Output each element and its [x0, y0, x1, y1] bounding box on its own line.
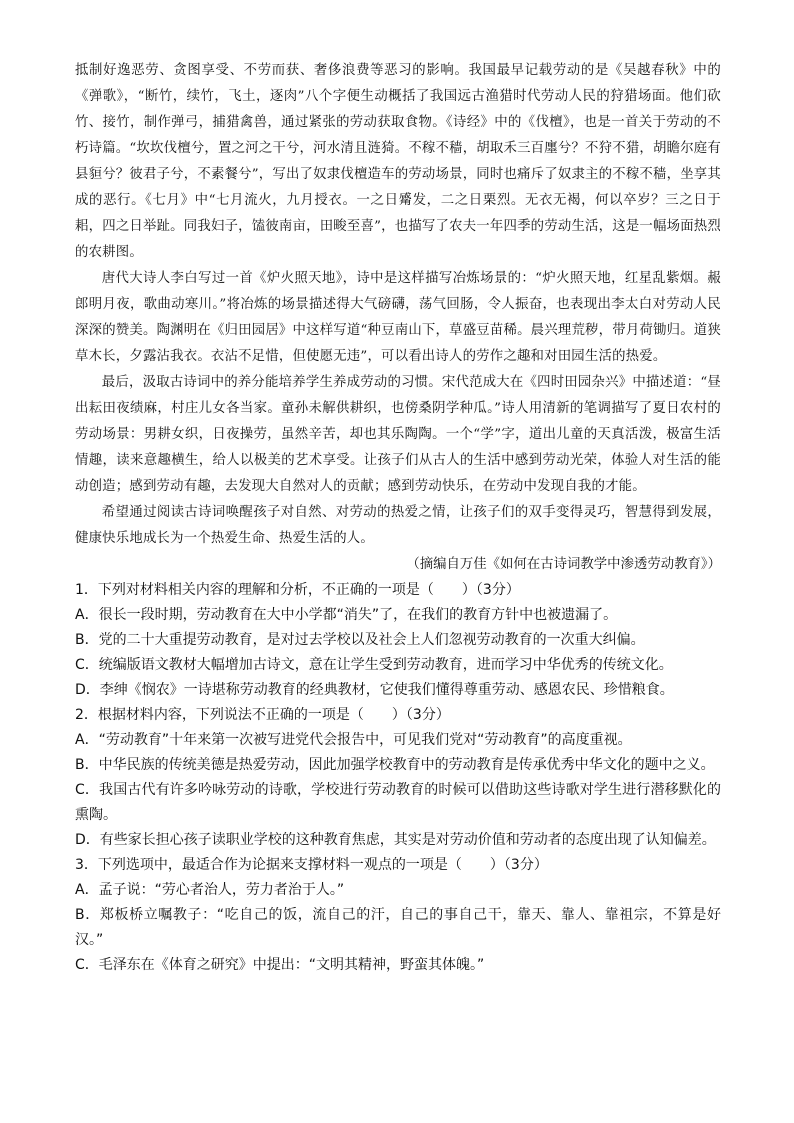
answer-option: C．我国古代有许多吟咏劳动的诗歌，学校进行劳动教育的时候可以借助这些诗歌对学生进行潜移默化的熏陶。 — [75, 782, 721, 823]
answer-option: C．毛泽东在《体育之研究》中提出：“文明其精神，野蛮其体魄。” — [75, 957, 485, 973]
passage — [75, 58, 721, 552]
answer-option: A．很长一段时期，劳动教育在大中小学都“消失”了，在我们的教育方针中也被遗漏了。 — [75, 607, 618, 623]
source-citation: （摘编自万佳《如何在古诗词教学中渗透劳动教育》） — [406, 557, 721, 572]
question-stem: 2．根据材料内容，下列说法不正确的一项是（ ）（3分） — [75, 707, 450, 723]
answer-option: A．“劳动教育”十年来第一次被写进党代会报告中，可见我们党对“劳动教育”的高度重视。 — [75, 732, 632, 748]
question-stem: 3．下列选项中，最适合作为论据来支撑材料一观点的一项是（ ）（3分） — [75, 857, 548, 873]
passage-paragraph: 希望通过阅读古诗词唤醒孩子对自然、对劳动的热爱之情，让孩子们的双手变得灵巧，智慧得到发展，健康快乐地成长为一个热爱生命、热爱生活的人。 — [75, 505, 721, 546]
passage-paragraph: 最后，汲取古诗词中的养分能培养学生养成劳动的习惯。宋代范成大在《四时田园杂兴》中描述道：“昼出耘田夜绩麻，村庄儿女各当家。童孙未解供耕织，也傍桑阴学种瓜。”诗人用清新的笔调描写了夏日农村的劳动场景：男耕女织，日夜操劳，虽然辛苦，却也其乐陶陶。一个“学”字，道出儿童的天真活泼，极富生活情趣，读来意趣横生，给人以极美的艺术享受。让孩子们从古人的生活中感到劳动光荣，体验人对生活的能动创造；感到劳动有趣，去发现大自然对人的贡献；感到劳动快乐，在劳动中发现自我的才能。 — [75, 375, 721, 494]
answer-option: B．党的二十大重提劳动教育，是对过去学校以及社会上人们忽视劳动教育的一次重大纠偏。 — [75, 632, 645, 648]
passage-paragraph: 抵制好逸恶劳、贪图享受、不劳而获、奢侈浪费等恶习的影响。我国最早记载劳动的是《吴越春秋》中的《弹歌》，“断竹，续竹，飞土，逐肉”八个字便生动概括了我国远古渔猎时代劳动人民的狩猎场面。他们砍竹、接竹，制作弹弓，捕猎禽兽，通过紧张的劳动获取食物。《诗经》中的《伐檀》，也是一首关于劳动的不朽诗篇。“坎坎伐檀兮，置之河之干兮，河水清且涟猗。不稼不穑，胡取禾三百廛兮？不狩不猎，胡瞻尔庭有县貆兮？彼君子兮，不素餐兮”，写出了奴隶伐檀造车的劳动场景，同时也痛斥了奴隶主的不稼不穑，坐享其成的恶行。《七月》中“七月流火，九月授衣。一之日觱发，二之日栗烈。无衣无褐，何以卒岁？三之日于耜，四之日举趾。同我妇子，馌彼南亩，田畯至喜”，也描写了农夫一年四季的劳动生活，这是一幅场面热烈的农耕图。 — [75, 63, 721, 260]
passage-paragraph: 唐代大诗人李白写过一首《炉火照天地》，诗中是这样描写冶炼场景的：“炉火照天地，红星乱紫烟。赧郎明月夜，歌曲动寒川。”将冶炼的场景描述得大气磅礴，荡气回肠，令人振奋，也表现出李太白对劳动人民深深的赞美。陶渊明在《归田园居》中这样写道“种豆南山下，草盛豆苗稀。晨兴理荒秽，带月荷锄归。道狭草木长，夕露沾我衣。衣沾不足惜，但使愿无违”，可以看出诗人的劳作之趣和对田园生活的热爱。 — [75, 271, 721, 364]
answer-option: B．郑板桥立嘱教子：“吃自己的饭，流自己的汗，自己的事自己干，靠天、靠人、靠祖宗，不算是好汉。” — [75, 907, 721, 948]
answer-option: D．李绅《悯农》一诗堪称劳动教育的经典教材，它使我们懂得尊重劳动、感恩农民、珍惜粮食。 — [75, 682, 674, 698]
question-stem: 1．下列对材料相关内容的理解和分析，不正确的一项是（ ）（3分） — [75, 582, 520, 598]
answer-option: D．有些家长担心孩子读职业学校的这种教育焦虑，其实是对劳动价值和劳动者的态度出现了认知偏差。 — [75, 832, 716, 848]
answer-option: C．统编版语文教材大幅增加古诗文，意在让学生受到劳动教育，进而学习中华优秀的传统文化。 — [75, 657, 673, 673]
question-list — [75, 578, 721, 978]
document-content — [75, 58, 721, 978]
answer-option: A．孟子说：“劳心者治人，劳力者治于人。” — [75, 882, 345, 898]
answer-option: B．中华民族的传统美德是热爱劳动，因此加强学校教育中的劳动教育是传承优秀中华文化的题中之义。 — [75, 757, 715, 773]
